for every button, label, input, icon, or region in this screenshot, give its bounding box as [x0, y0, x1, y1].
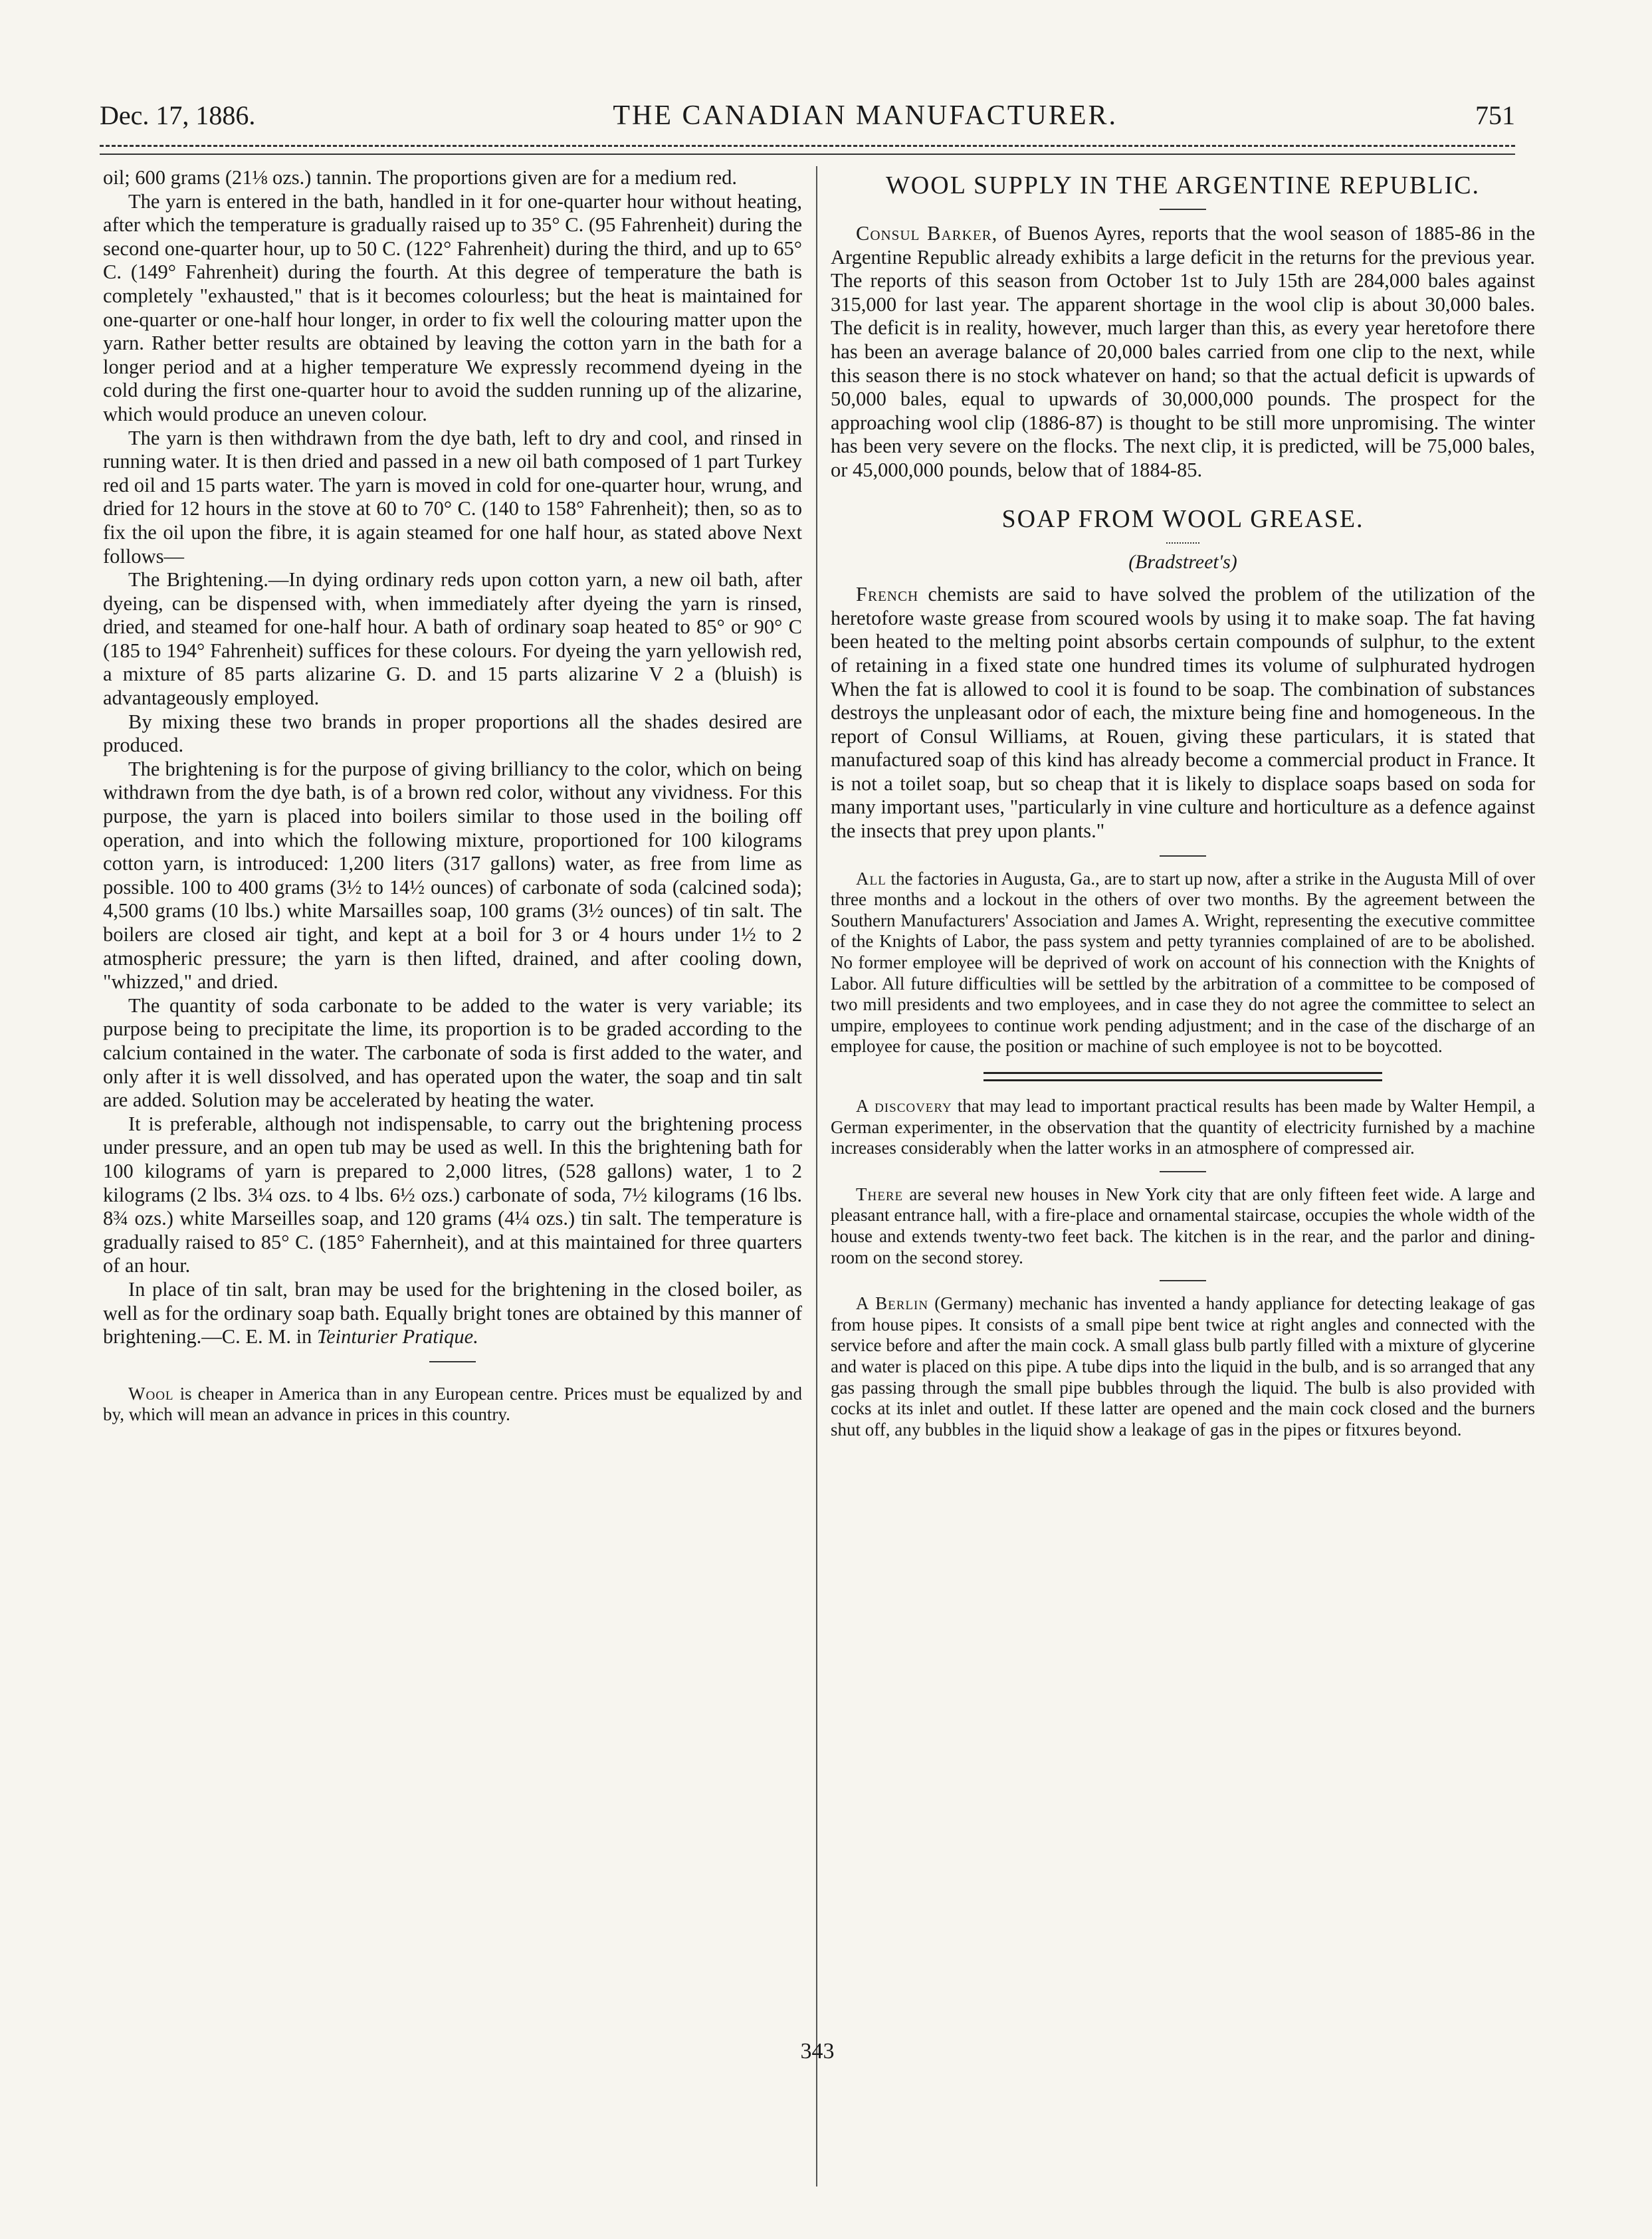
- article-paragraph: The yarn is entered in the bath, handled in it for one-quarter hour without heating, after which the temperature is gradually raised up to 35° C. (95 Fahrenheit) during the second one-quarter hour, up to 50 C. (122° Fahrenheit) during the third, and up to 65° C. (149° Fahrenheit) during the fourth. At this degree of temperature the bath is completely "exhausted," that is it becomes colourless; but the heat is maintained for one-quarter or one-half hour longer, in order to fix well the colouring matter upon the yarn. Rather better results are obtained by leaving the cotton yarn in the bath for a longer period and at a higher temperature We expressly recommend dyeing in the cold during the first one-quarter hour to avoid the sudden running up of the alizarine, which would produce an uneven colour.: [103, 189, 802, 425]
- lead-word: A discovery: [856, 1096, 952, 1116]
- article-paragraph: oil; 600 grams (21⅛ ozs.) tannin. The proportions given are for a medium red.: [103, 166, 738, 189]
- page-number: 751: [1475, 100, 1515, 130]
- paragraph-text: that may lead to important practical results has been made by Walter Hempil, a German experimenter, in the observation that the quantity of electricity furnished by a machine increases considerably when the latter works in an atmosphere of compressed air.: [831, 1096, 1536, 1158]
- separator-rule: [429, 1361, 476, 1362]
- article-paragraph: [831, 1184, 1535, 1268]
- article-paragraph: It is preferable, although not indispensable, to carry out the brightening process under pressure, and an open tub may be used as well. In this the brightening bath for 100 kilograms of yarn is prepared to 2,000 litres, (528 gallons) water, 1 to 2 kilograms (2 lbs. 3¼ ozs. to 4 lbs. 6½ ozs.) carbonate of soda, 7½ kilograms (16 lbs. 8¾ ozs.) white Marseilles soap, and 120 grams (4¼ ozs.) tin salt. The temperature is gradually raised to 85° C. (185° Fahernheit), and at this maintained for three quarters of an hour.: [103, 1112, 802, 1277]
- issue-date: Dec. 17, 1886.: [100, 100, 256, 130]
- separator-rule: [1166, 542, 1199, 544]
- lead-word: A Berlin: [856, 1293, 929, 1314]
- lead-word: All: [856, 868, 886, 889]
- page-header: [100, 100, 1515, 140]
- article-paragraph: [831, 1293, 1535, 1440]
- paragraph-text: chemists are said to have solved the problem of the utilization of the heretofore waste grease from scoured wools by using it to make soap. The fat having been heated to the melting point absorbs certain compounds of sulphur, to the extent of retaining in a fixed state one hundred times its volume of sulphurated hydrogen When the fat is allowed to cool it is found to be soap. The combination of substances destroys the unpleasant odor of each, the mixture being fine and homogeneous. In the report of Consul Williams, at Rouen, giving these particulars, it is stated that manufactured soap of this kind has already become a commercial product in France. It is not a toilet soap, but so cheap that it is likely to displace soaps based on soda for many important uses, "particularly in vine culture and horticulture as a defence against the insects that prey upon plants.": [831, 583, 1536, 843]
- source-citation: (Bradstreet's): [1128, 550, 1237, 573]
- paragraph-text: (Germany) mechanic has invented a handy appliance for detecting leakage of gas from house pipes. It consists of a small pipe bent twice at right angles and connected with the service before and after the main cock. A small glass bulb partly filled with a mixture of glycerine and water is placed on this pipe. A tube dips into the liquid in the bulb, and is so arranged that any gas passing through the small pipe bubbles through the liquid. The bulb is also provided with cocks at its inlet and outlet. If these latter are opened and the main cock closed and the burners shut off, any bubbles in the liquid show a leakage of gas in the pipes or fitxures beyond.: [831, 1293, 1536, 1439]
- paragraph-text: In place of tin salt, bran may be used for the brightening in the closed boiler, as well as for the ordinary soap bath. Equally bright tones are obtained by this manner of brightening.—C. E. M. in: [103, 1277, 802, 1348]
- lead-word: French: [856, 583, 919, 606]
- paragraph-text: the factories in Augusta, Ga., are to start up now, after a strike in the Augusta Mill of over three months and a lockout in the others of over two months. By the agreement between the Southern Manufacturers' Association and James A. Wright, representing the executive committee of the Knights of Labor, the pass system and petty tyrannies complained of are to be abolished. No former employee will be deprived of work on account of his connection with the Knights of Labor. All future difficulties will be settled by the arbitration of a committee to be composed of two mill presidents and two employees, and in case they do not agree the committee to select an umpire, employees to continue work pending adjustment; and in the case of the discharge of an employee for cause, the position or machine of such employee is not to be boycotted.: [831, 868, 1536, 1057]
- header-rule: [100, 145, 1515, 155]
- article-paragraph: [831, 583, 1535, 843]
- lead-word: Consul Barker,: [856, 222, 998, 245]
- right-column: [831, 166, 1535, 1440]
- article-paragraph: [103, 1384, 802, 1426]
- separator-rule: [1160, 1280, 1206, 1281]
- separator-rule: [1160, 855, 1206, 857]
- headline-argentine: WOOL SUPPLY IN THE ARGENTINE REPUBLIC.: [885, 171, 1481, 199]
- article-paragraph: [831, 869, 1535, 1057]
- article-paragraph: The quantity of soda carbonate to be added to the water is very variable; its purpose being to precipitate the lime, its proportion is to be graded according to the calcium contained in the water. The carbonate of soda is first added to the water, and only after it is well dissolved, and has operated upon the water, the soap and tin salt are added. Solution may be accelerated by heating the water.: [103, 994, 802, 1112]
- lead-word: Wool: [128, 1383, 174, 1404]
- brief-notes: [831, 869, 1535, 1441]
- article-paragraph: The brightening is for the purpose of giving brilliancy to the color, which on being withdrawn from the dye bath, is of a brown red color, without any vividness. For this purpose, the yarn is placed into boilers similar to those used in the boiling off operation, and into which the following mixture, proportioned for 100 kilograms cotton yarn, is introduced: 1,200 liters (317 gallons) water, as free from lime as possible. 100 to 400 grams (3½ to 14½ ounces) of carbonate of soda (calcined soda); 4,500 grams (10 lbs.) white Marsailles soap, 100 grams (3½ ounces) of tin salt. The boilers are closed air tight, and kept at a boil for 3 or 4 hours under 1½ to 2 atmospheric pressure; the yarn is then lifted, drained, and after cooling down, "whizzed," and dried.: [103, 757, 802, 994]
- paragraph-text: is cheaper in America than in any European centre. Prices must be equalized by and by, which will mean an advance in prices in this country.: [103, 1383, 803, 1425]
- wool-note: [103, 1384, 802, 1426]
- article-paragraph: The Brightening.—In dying ordinary reds upon cotton yarn, a new oil bath, after dyeing, can be dispensed with, when immediately after dyeing the yarn is rinsed, dried, and steamed for one-half hour. A bath of ordinary soap heated to 85° or 90° C (185 to 194° Fahrenheit) suffices for these colours. For dyeing the yarn yellowish red, a mixture of 85 parts alizarine G. D. and 15 parts alizarine V 2 a (bluish) is advantageously employed.: [103, 568, 802, 710]
- separator-rule: [1160, 1171, 1206, 1172]
- separator-rule: [1160, 209, 1206, 210]
- paragraph-text: of Buenos Ayres, reports that the wool season of 1885-86 in the Argentine Republic already exhibits a large deficit in the returns for the previous year. The reports of this season from October 1st to July 15th are 284,000 bales against 315,000 for last year. The apparent shortage in the wool clip is about 30,000 bales. The deficit is in reality, however, much larger than this, as every year heretofore there has been an average balance of 20,000 bales carried from one clip to the next, while this season there is no stock whatever on hand; so that the actual deficit is upwards of 50,000 bales, equal to upwards of 30,000,000 pounds. The prospect for the approaching wool clip (1886-87) is thought to be still more unpromising. The winter has been very severe on the flocks. The next clip, it is predicted, will be 75,000 bales, or 45,000,000 pounds, below that of 1884-85.: [831, 222, 1535, 481]
- folio-number: 343: [800, 2039, 835, 2064]
- article-paragraph: [831, 1096, 1535, 1159]
- masthead: THE CANADIAN MANUFACTURER.: [613, 100, 1118, 131]
- left-column: [103, 166, 802, 1426]
- article-paragraph: The yarn is then withdrawn from the dye bath, left to dry and cool, and rinsed in running water. It is then dried and passed in a new oil bath composed of 1 part Turkey red oil and 15 parts water. The yarn is moved in cold for one-quarter hour, wrung, and dried for 12 hours in the stove at 60 to 70° C. (140 to 158° Fahrenheit); then, so as to fix the oil upon the fibre, it is again steamed for one half hour, as stated above Next follows—: [103, 426, 802, 568]
- double-rule: [983, 1072, 1382, 1081]
- paragraph-text: are several new houses in New York city that are only fifteen feet wide. A large and pleasant entrance hall, with a fire-place and ornamental staircase, occupies the whole width of the house and extends twenty-two feet back. The kitchen is in the rear, and the parlor and dining-room on the second storey.: [831, 1184, 1536, 1267]
- article-paragraph: By mixing these two brands in proper proportions all the shades desired are produced.: [103, 710, 802, 757]
- lead-word: There: [856, 1184, 904, 1204]
- article-paragraph: [831, 222, 1535, 482]
- headline-soap: SOAP FROM WOOL GREASE.: [1001, 504, 1364, 533]
- column-divider: [816, 166, 817, 2186]
- source-citation: Teinturier Pratique.: [316, 1325, 478, 1348]
- article-paragraph: [103, 1278, 802, 1349]
